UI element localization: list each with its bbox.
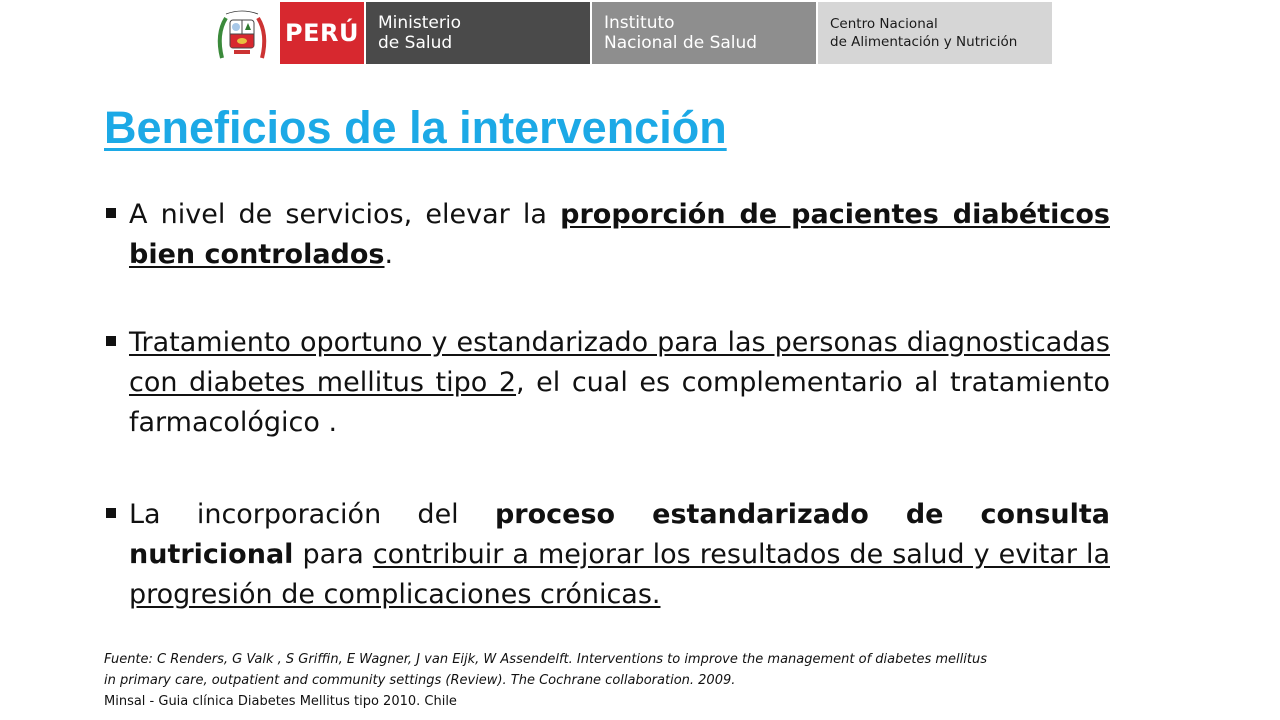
institutional-header bbox=[204, 2, 1054, 64]
center-line-2: de Alimentación y Nutrición bbox=[830, 34, 1018, 50]
ministry-block bbox=[364, 2, 590, 64]
institute-line-1: Instituto bbox=[604, 13, 675, 33]
square-bullet-icon bbox=[106, 508, 116, 518]
center-line-1: Centro Nacional bbox=[830, 16, 938, 32]
footnote-line: Fuente: C Renders, G Valk , S Griffin, E Wagner, J van Eijk, W Assendelft. Interventions to improve the management of diabetes mellitus bbox=[104, 652, 987, 667]
bullet-text bbox=[129, 195, 1110, 275]
center-block bbox=[816, 2, 1052, 64]
bullet-emphasis: proceso estandarizado de consulta nutricional bbox=[129, 499, 1110, 570]
footnote-line: in primary care, outpatient and community settings (Review). The Cochrane collaboration. 2009. bbox=[104, 673, 736, 688]
source-footnote bbox=[104, 649, 1144, 712]
square-bullet-icon bbox=[106, 336, 116, 346]
peru-brand-box bbox=[280, 2, 364, 64]
bullet-emphasis: proporción de pacientes diabéticos bien controlados bbox=[129, 199, 1110, 270]
footnote-line: Minsal - Guia clínica Diabetes Mellitus tipo 2010. Chile bbox=[104, 694, 457, 709]
bullet-text-part: A nivel de servicios, elevar la bbox=[129, 199, 561, 230]
bullet-item bbox=[104, 323, 1110, 443]
bullet-item bbox=[104, 195, 1110, 275]
ministry-line-1: Ministerio bbox=[378, 13, 461, 33]
peru-label: PERÚ bbox=[285, 19, 359, 47]
bullet-text-part: . bbox=[384, 239, 394, 270]
bullet-text bbox=[129, 495, 1110, 615]
bullet-item bbox=[104, 495, 1110, 615]
bullet-emphasis: Tratamiento oportuno y estandarizado para las personas diagnosticadas con diabetes mellitus tipo 2 bbox=[129, 327, 1110, 398]
bullet-text-part: , el cual es complementario al tratamiento farmacológico . bbox=[129, 367, 1110, 438]
institute-line-2: Nacional de Salud bbox=[604, 33, 758, 53]
institute-block bbox=[590, 2, 816, 64]
bullet-text-part: para bbox=[293, 539, 373, 570]
bullet-emphasis: contribuir a mejorar los resultados de salud y evitar la progresión de complicaciones crónicas. bbox=[129, 539, 1110, 610]
square-bullet-icon bbox=[106, 208, 116, 218]
bullet-text bbox=[129, 323, 1110, 443]
slide-title: Beneficios de la intervención bbox=[104, 102, 727, 153]
ministry-line-2: de Salud bbox=[378, 33, 453, 53]
peru-coat-of-arms-icon bbox=[204, 2, 280, 64]
bullet-text-part: La incorporación del bbox=[129, 499, 495, 530]
